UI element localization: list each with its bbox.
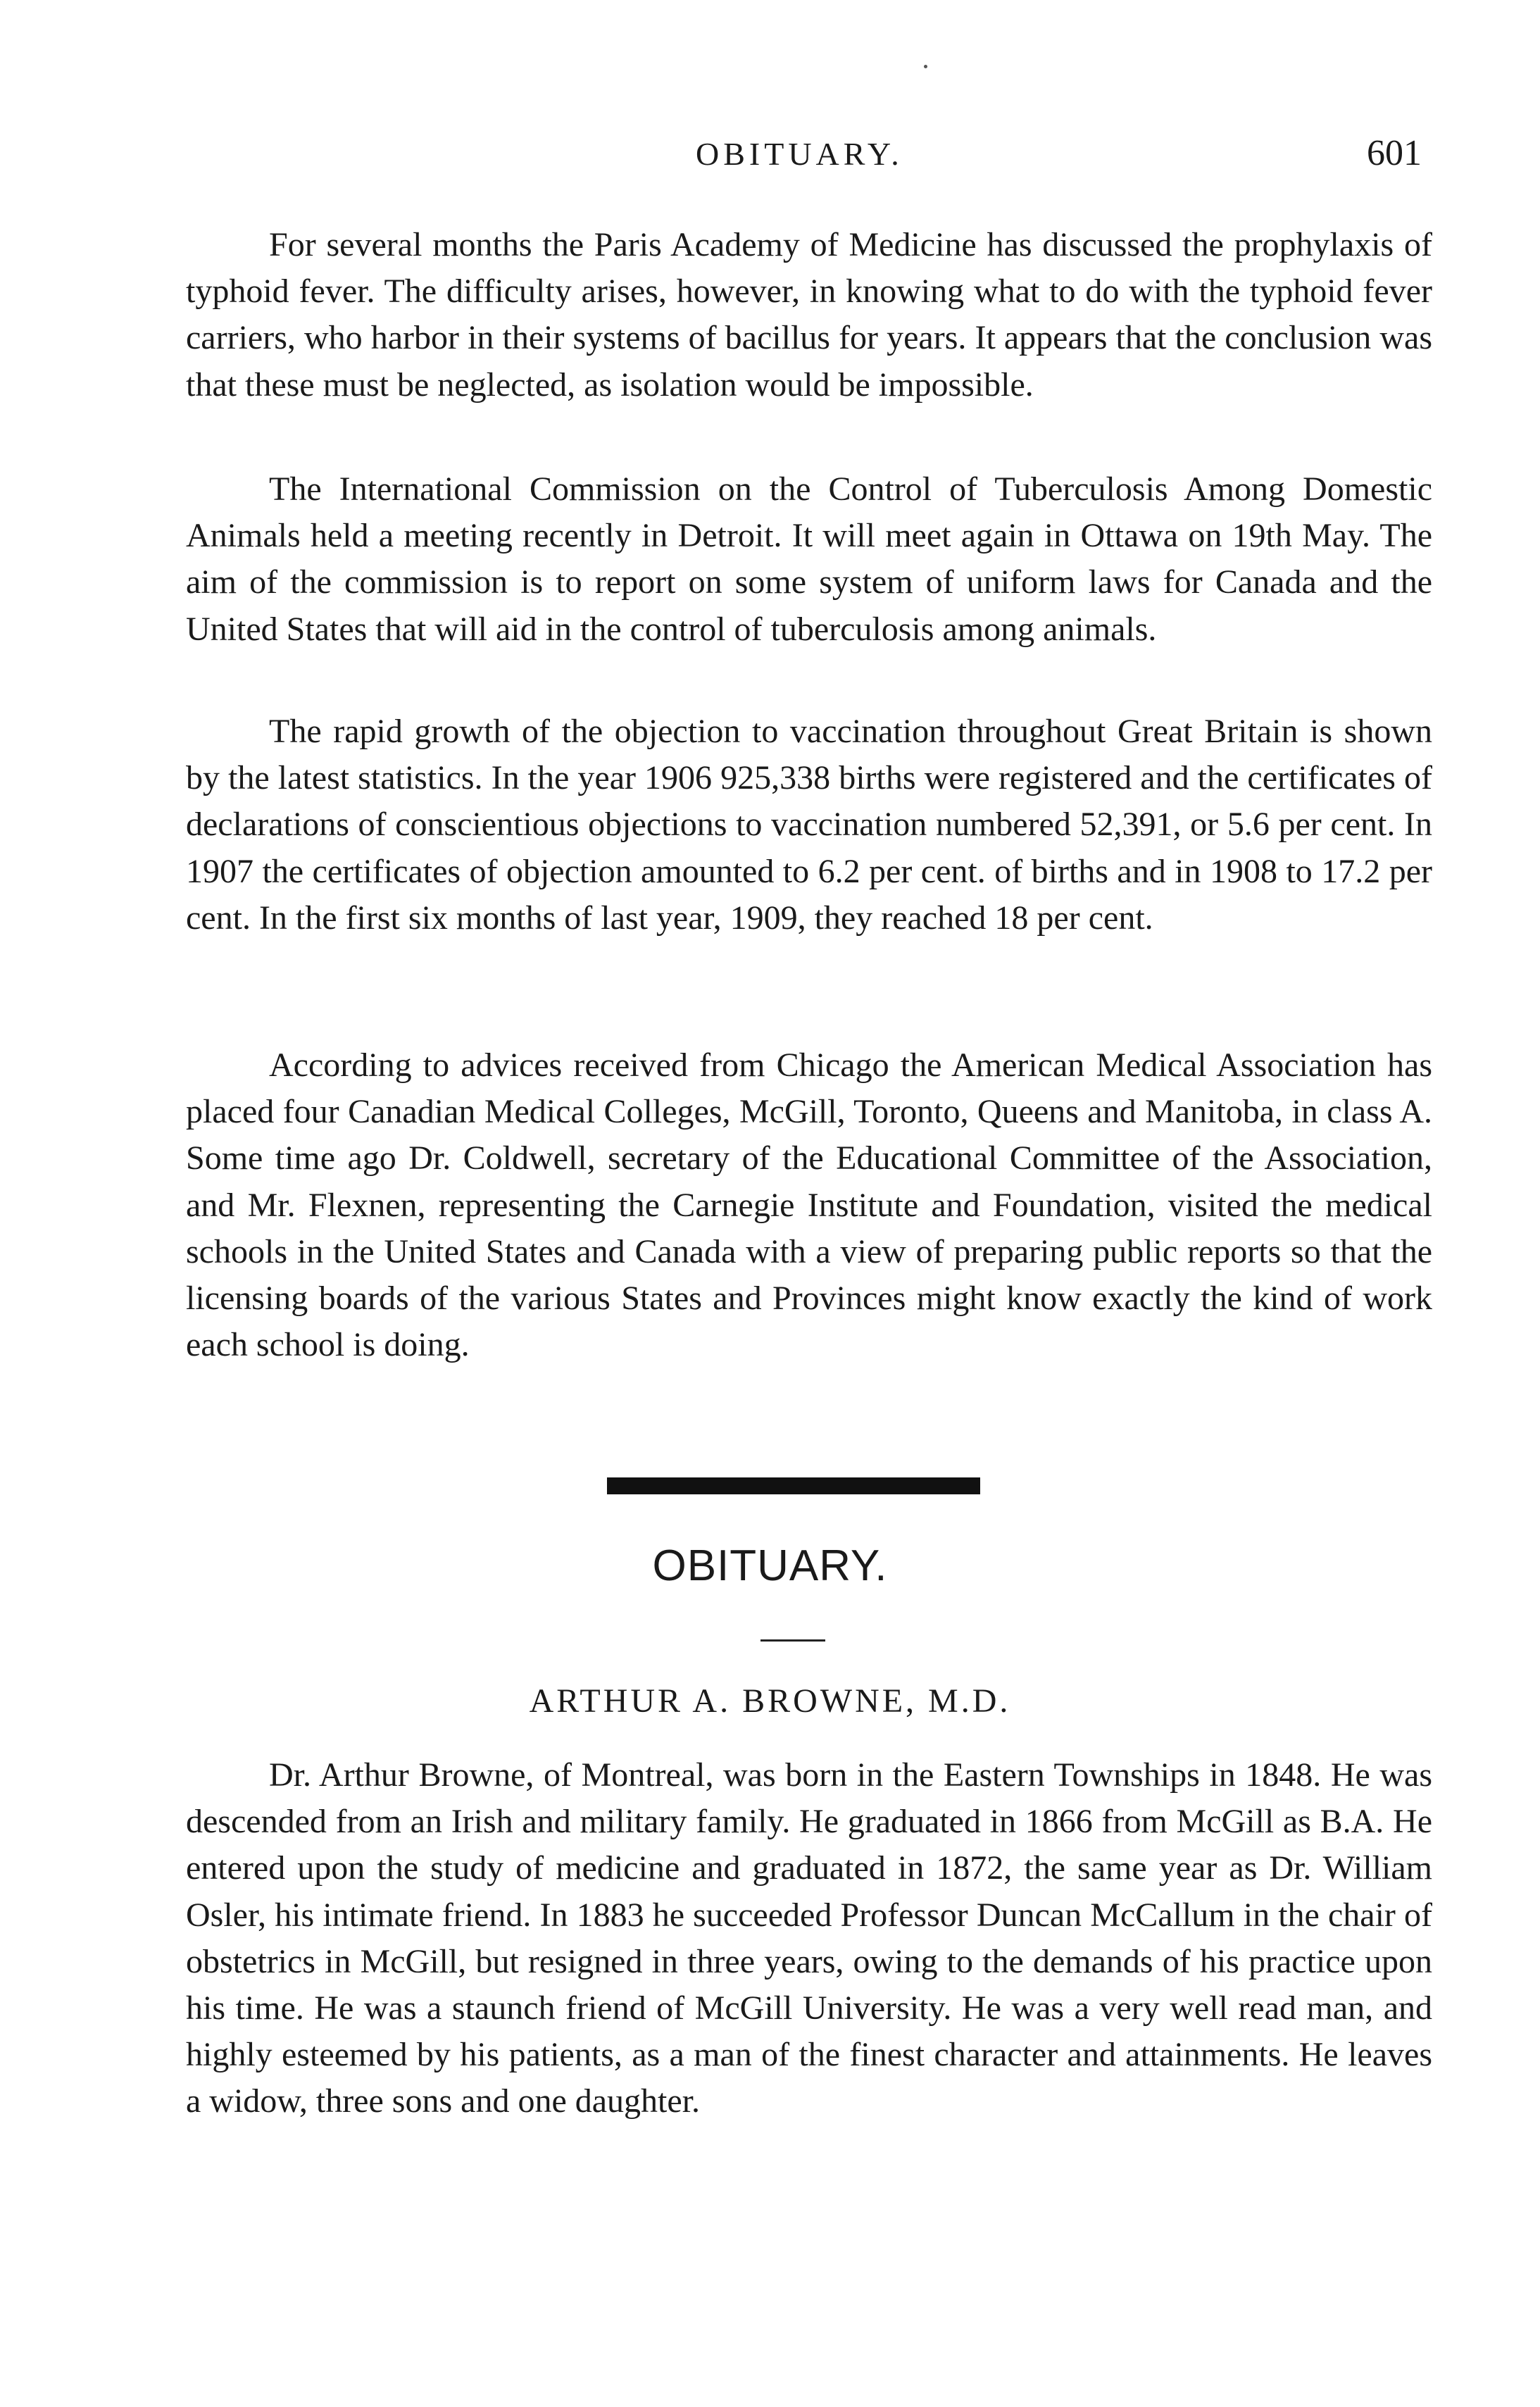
paragraph-tuberculosis — [186, 466, 1432, 653]
obituary-paragraph — [186, 1752, 1432, 2125]
paragraph-medical-colleges — [186, 1042, 1432, 1368]
paragraph-text: The International Commission on the Control of Tuberculosis Among Domestic Animals held a meeting recently in Detroit. It will meet again in Ottawa on 19th May. The aim of the commission is to report on some system of uniform laws for Canada and the United States that will aid in the control of tuberculosis among animals. — [186, 470, 1432, 648]
paragraph-text: The rapid growth of the objection to vaccination throughout Great Britain is shown by the latest statistics. In the year 1906 925,338 births were registered and the certificates of declarations of conscientious objections to vaccination numbered 52,391, or 5.6 per cent. In 1907 the certificates of objection amounted to 6.2 per cent. of births and in 1908 to 17.2 per cent. In the first six months of last year, 1909, they reached 18 per cent. — [186, 713, 1432, 937]
paragraph-vaccination — [186, 708, 1432, 942]
print-speck — [924, 65, 927, 68]
paragraph-text: According to advices received from Chicago the American Medical Association has placed four Canadian Medical Colleges, McGill, Toronto, Queens and Manitoba, in class A. Some time ago Dr. Coldwell, secretary of the Educational Committee of the Association, and Mr. Flexnen, representing the Carnegie Institute and Foundation, visited the medical schools in the United States and Canada with a view of preparing public reports so that the licensing boards of the various States and Provinces might know exactly the kind of work each school is doing. — [186, 1046, 1432, 1364]
section-title: OBITUARY. — [652, 1542, 888, 1590]
title-underline-rule — [760, 1639, 825, 1642]
page-number: 601 — [1367, 133, 1422, 173]
obituary-name: ARTHUR A. BROWNE, M.D. — [529, 1682, 1011, 1720]
paragraph-text: For several months the Paris Academy of Medicine has discussed the prophylaxis of typhoid fever. The difficulty arises, however, in knowing what to do with the typhoid fever carriers, who harbor in their systems of bacillus for years. It appears that the conclusion was that these must be neglected, as isolation would be impossible. — [186, 226, 1432, 404]
section-divider-rule — [607, 1477, 980, 1494]
running-head: OBITUARY. — [696, 136, 903, 172]
paragraph-typhoid — [186, 222, 1432, 408]
paragraph-text: Dr. Arthur Browne, of Montreal, was born in the Eastern Townships in 1848. He was descended from an Irish and military family. He graduated in 1866 from McGill as B.A. He entered upon the study of medicine and graduated in 1872, the same year as Dr. William Osler, his intimate friend. In 1883 he succeeded Professor Duncan McCallum in the chair of obstetrics in McGill, but resigned in three years, owing to the demands of his practice upon his time. He was a staunch friend of McGill University. He was a very well read man, and highly esteemed by his patients, as a man of the finest character and attainments. He leaves a widow, three sons and one daughter. — [186, 1756, 1432, 2120]
